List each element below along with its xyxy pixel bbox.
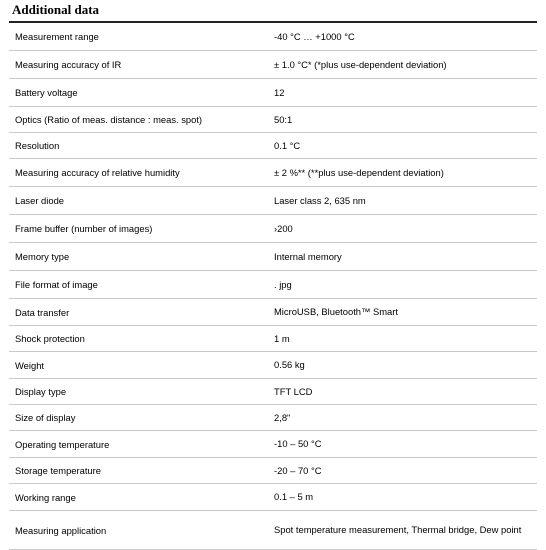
row-value: Internal memory xyxy=(274,250,342,262)
row-label: Weight xyxy=(15,359,45,371)
row-value: 50:1 xyxy=(274,113,293,125)
row-label: Measuring accuracy of IR xyxy=(15,59,122,70)
table-row xyxy=(9,458,537,484)
row-label: Laser diode xyxy=(15,195,64,206)
row-value: -10 – 50 °C xyxy=(274,438,322,449)
table-row xyxy=(9,133,537,159)
row-value: Laser class 2, 635 nm xyxy=(274,194,366,206)
table-row xyxy=(9,243,537,271)
row-value: 12 xyxy=(274,86,285,98)
spec-table xyxy=(9,23,537,550)
row-value: 2,8" xyxy=(274,411,291,423)
row-label: Resolution xyxy=(15,140,60,151)
row-value: ± 1.0 °C* (*plus use-dependent deviation) xyxy=(274,58,447,70)
row-label: Measuring application xyxy=(15,524,107,536)
row-value: ›200 xyxy=(274,222,293,234)
table-row xyxy=(9,326,537,352)
row-value: -20 – 70 °C xyxy=(274,464,322,476)
table-row xyxy=(9,511,537,550)
table-row xyxy=(9,187,537,215)
table-row xyxy=(9,215,537,243)
row-label: Memory type xyxy=(15,251,70,262)
row-label: Measuring accuracy of relative humidity xyxy=(15,167,180,178)
row-label: File format of image xyxy=(15,279,98,290)
row-label: Battery voltage xyxy=(15,87,78,98)
row-label: Storage temperature xyxy=(15,465,101,476)
row-value: TFT LCD xyxy=(274,385,313,397)
table-row xyxy=(9,405,537,431)
row-value: 0.56 kg xyxy=(274,359,305,370)
table-row xyxy=(9,352,537,379)
table-row xyxy=(9,271,537,299)
table-row xyxy=(9,23,537,51)
row-label: Working range xyxy=(15,491,76,503)
table-row xyxy=(9,51,537,79)
table-row xyxy=(9,379,537,405)
row-label: Frame buffer (number of images) xyxy=(15,223,153,234)
row-value: -40 °C … +1000 °C xyxy=(274,30,355,42)
table-row xyxy=(9,484,537,511)
row-label: Measurement range xyxy=(15,31,99,42)
table-row xyxy=(9,79,537,107)
row-label: Display type xyxy=(15,386,67,397)
row-label: Optics (Ratio of meas. distance : meas. spot) xyxy=(15,114,203,125)
table-row xyxy=(9,431,537,458)
row-label: Data transfer xyxy=(15,306,70,318)
row-label: Operating temperature xyxy=(15,438,110,450)
row-label: Size of display xyxy=(15,412,76,423)
row-value: . jpg xyxy=(274,278,292,290)
row-value: 0.1 – 5 m xyxy=(274,491,314,502)
row-value: MicroUSB, Bluetooth™ Smart xyxy=(274,306,398,317)
row-value: 1 m xyxy=(274,332,290,344)
table-row xyxy=(9,299,537,326)
row-value: 0.1 °C xyxy=(274,139,301,151)
section-title: Additional data xyxy=(12,2,100,17)
table-row xyxy=(9,107,537,133)
row-label: Shock protection xyxy=(15,333,85,344)
row-value: ± 2 %** (**plus use-dependent deviation) xyxy=(274,166,444,178)
row-value: Spot temperature measurement, Thermal bridge, Dew point xyxy=(274,524,522,535)
table-row xyxy=(9,159,537,187)
